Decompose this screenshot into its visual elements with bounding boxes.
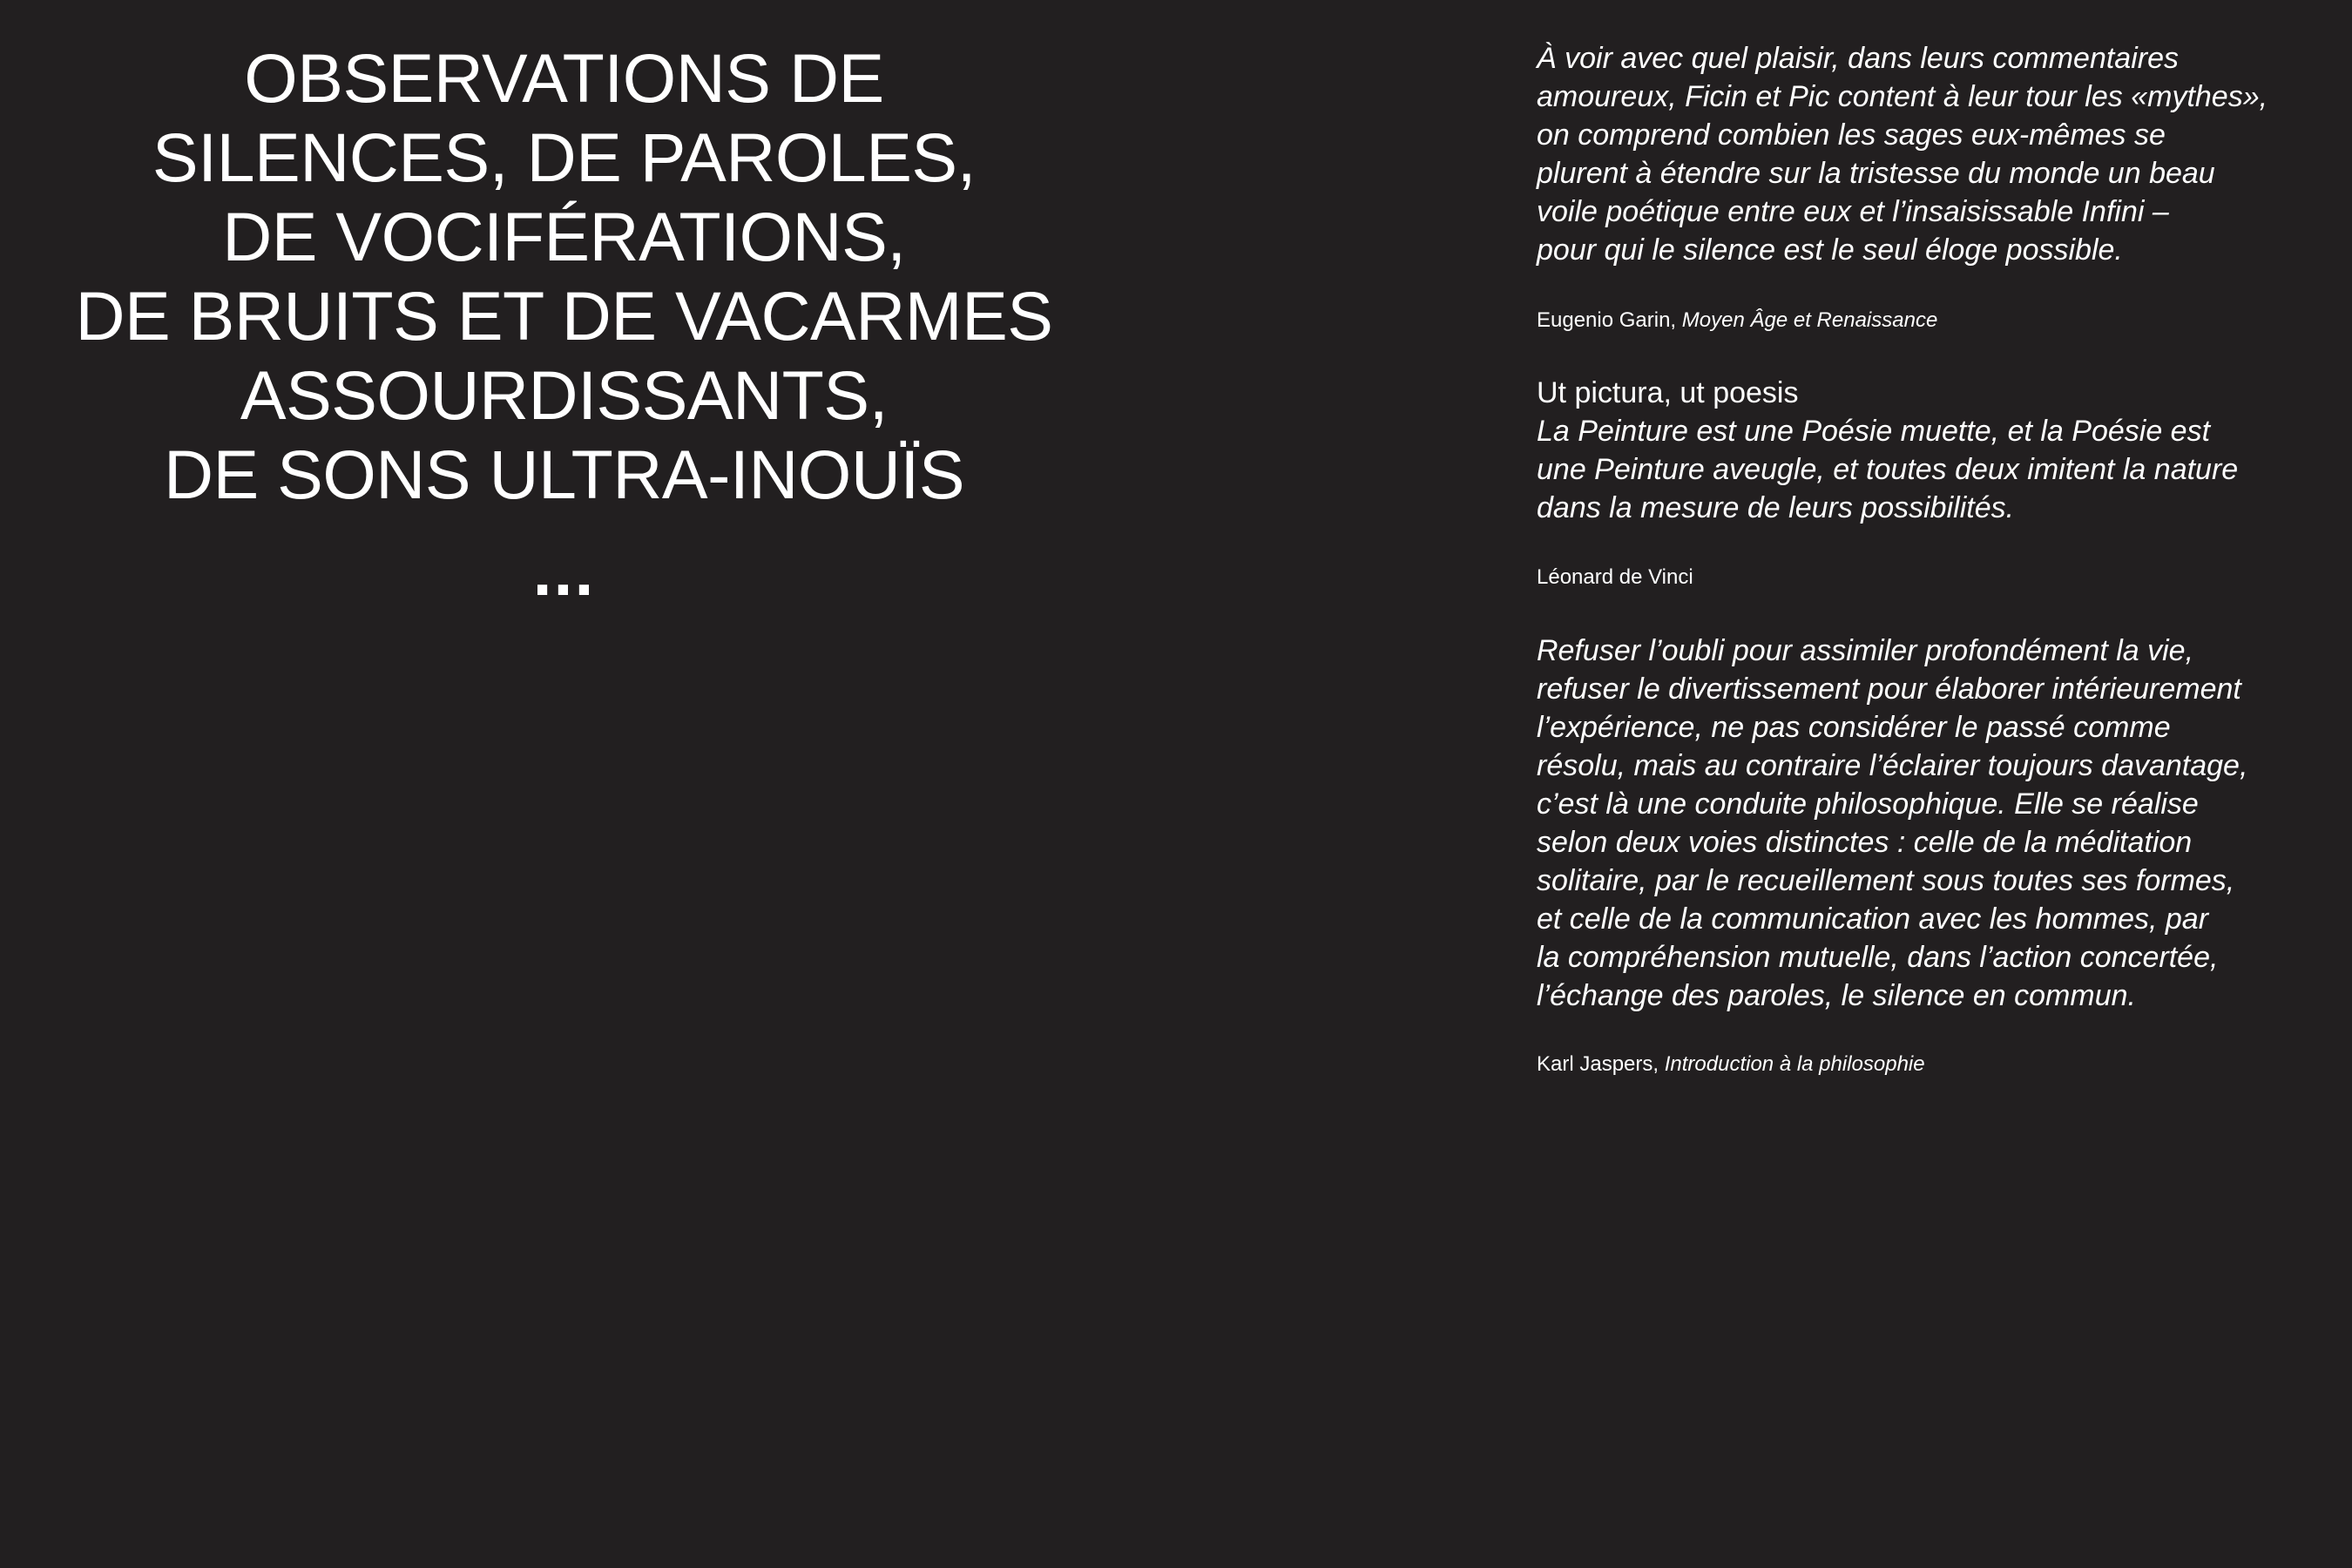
quote-line: amoureux, Ficin et Pic content à leur tour les «mythes»,: [1537, 80, 2268, 113]
quote-line: selon deux voies distinctes : celle de la méditation: [1537, 826, 2193, 859]
attribution-author: Eugenio Garin,: [1537, 308, 1677, 332]
quote-line: résolu, mais au contraire l’éclairer toujours davantage,: [1537, 749, 2248, 782]
quote-line: c’est là une conduite philosophique. Elle se réalise: [1537, 787, 2199, 821]
quote-line: La Peinture est une Poésie muette, et la Poésie est: [1537, 415, 2211, 448]
quote-jaspers: [1537, 632, 2247, 1015]
quote-line: plurent à étendre sur la tristesse du monde un beau: [1537, 157, 2215, 190]
attribution-garin: [1537, 307, 1937, 335]
title-line: ASSOURDISSANTS,: [240, 356, 889, 434]
title-line: DE SONS ULTRA-INOUÏS: [163, 436, 965, 513]
quote-garin: [1537, 39, 2268, 269]
attribution-work: Moyen Âge et Renaissance: [1681, 308, 1938, 332]
quote-heading: Ut pictura, ut poesis: [1537, 376, 1799, 409]
attribution-vinci: [1537, 564, 1693, 591]
attribution-work: Introduction à la philosophie: [1664, 1052, 1925, 1076]
attribution-jaspers: [1537, 1051, 1925, 1078]
title-ellipsis: ...: [532, 532, 596, 610]
title-line: DE BRUITS ET DE VACARMES: [75, 277, 1053, 355]
quote-line: À voir avec quel plaisir, dans leurs commentaires: [1537, 42, 2179, 75]
quote-line: l’expérience, ne pas considérer le passé comme: [1537, 711, 2171, 744]
attribution-author: Léonard de Vinci: [1537, 565, 1693, 589]
quote-line: Refuser l’oubli pour assimiler profondément la vie,: [1537, 634, 2194, 667]
page-title: [0, 38, 1128, 514]
title-line: SILENCES, DE PAROLES,: [152, 118, 977, 196]
quote-line: refuser le divertissement pour élaborer intérieurement: [1537, 672, 2241, 706]
quote-line: voile poétique entre eux et l’insaisissable Infini –: [1537, 195, 2169, 228]
attribution-author: Karl Jaspers,: [1537, 1052, 1659, 1076]
quote-line: la compréhension mutuelle, dans l’action concertée,: [1537, 941, 2219, 974]
quote-line: dans la mesure de leurs possibilités.: [1537, 491, 2015, 524]
quote-line: pour qui le silence est le seul éloge possible.: [1537, 233, 2123, 267]
quote-line: solitaire, par le recueillement sous toutes ses formes,: [1537, 864, 2235, 897]
quote-line: l’échange des paroles, le silence en commun.: [1537, 979, 2136, 1012]
quote-line: et celle de la communication avec les hommes, par: [1537, 902, 2209, 936]
quote-vinci: [1537, 374, 2238, 527]
title-line: OBSERVATIONS DE: [244, 39, 884, 117]
quote-line: une Peinture aveugle, et toutes deux imitent la nature: [1537, 453, 2239, 486]
left-page: [0, 0, 1128, 1568]
quote-line: on comprend combien les sages eux-mêmes se: [1537, 118, 2166, 152]
title-line: DE VOCIFÉRATIONS,: [222, 198, 906, 275]
